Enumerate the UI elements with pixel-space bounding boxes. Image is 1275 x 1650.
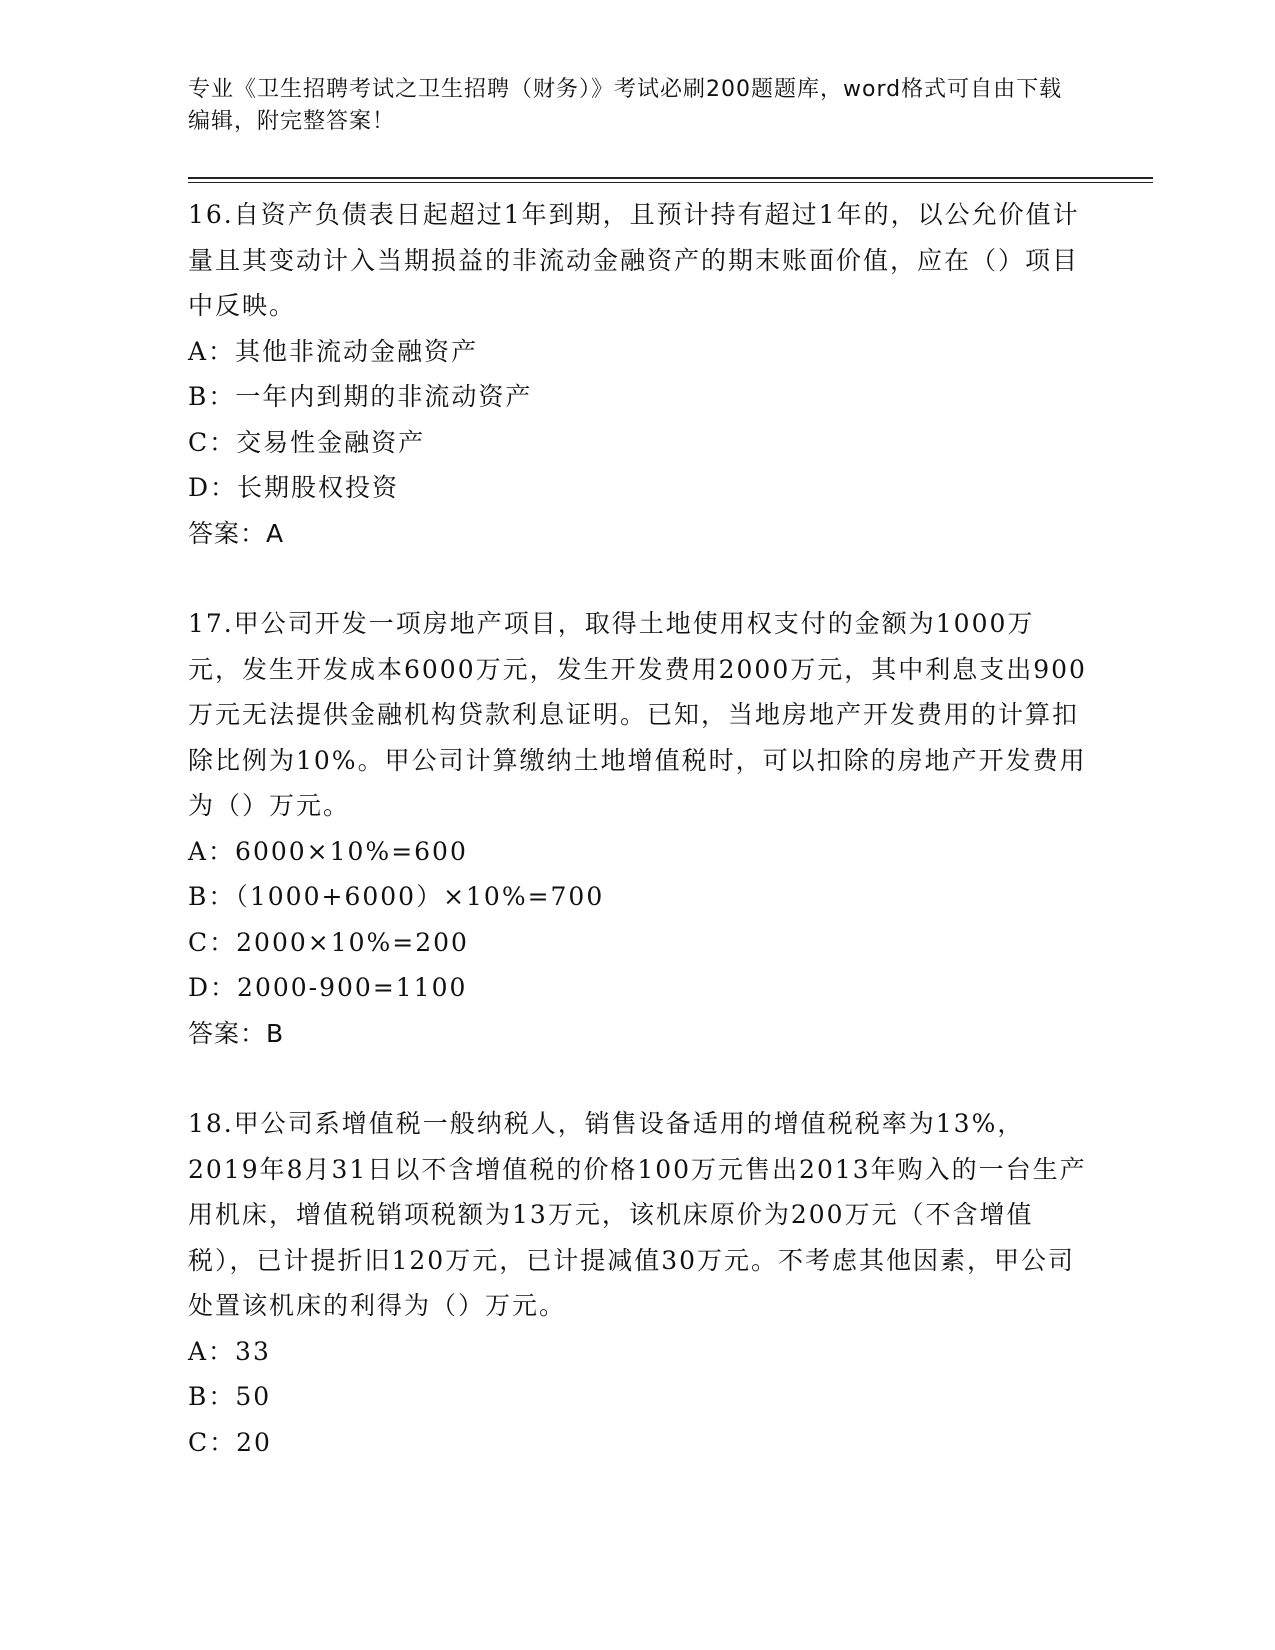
question-stem: 16.自资产负债表日起超过1年到期，且预计持有超过1年的，以公允价值计量且其变动计入当期损益的非流动金融资产的期末账面价值，应在（）项目中反映。 (188, 200, 1080, 320)
option-c: C：2000×10%=200 (188, 927, 469, 957)
option-c: C：20 (188, 1427, 272, 1457)
question-17 (188, 601, 1088, 1056)
option-b: B：一年内到期的非流动资产 (188, 382, 533, 411)
option-a: A：33 (188, 1336, 271, 1366)
document-header: 专业《卫生招聘考试之卫生招聘（财务）》考试必刷200题题库，word格式可自由下载编辑，附完整答案！ (188, 77, 1063, 134)
option-a: A：6000×10%=600 (188, 836, 468, 866)
question-list (188, 192, 1088, 1465)
spacer (188, 556, 1088, 601)
header-divider (188, 177, 1153, 179)
question-16 (188, 192, 1088, 556)
spacer (188, 1056, 1088, 1101)
header-divider-thin (188, 182, 1153, 183)
option-b: B：50 (188, 1382, 272, 1411)
answer-label: 答案：A (188, 518, 285, 548)
question-stem: 18.甲公司系增值税一般纳税人，销售设备适用的增值税税率为13%，2019年8月31日以不含增值税的价格100万元售出2013年购入的一台生产用机床，增值税销项税额为13万元，该机床原价为200万元（不含增值税），已计提折旧120万元，已计提减值30万元。不考虑其他因素，甲公司处置该机床的利得为（）万元。 (188, 1109, 1087, 1320)
option-d: D：长期股权投资 (188, 473, 400, 502)
option-d: D：2000-900=1100 (188, 973, 468, 1002)
question-18 (188, 1101, 1088, 1465)
answer-label: 答案：B (188, 1018, 285, 1048)
question-stem: 17.甲公司开发一项房地产项目，取得土地使用权支付的金额为1000万元，发生开发成本6000万元，发生开发费用2000万元，其中利息支出900万元无法提供金融机构贷款利息证明。已知，当地房地产开发费用的计算扣除比例为10%。甲公司计算缴纳土地增值税时，可以扣除的房地产开发费用为（）万元。 (188, 609, 1087, 820)
option-c: C：交易性金融资产 (188, 427, 426, 457)
option-a: A：其他非流动金融资产 (188, 336, 479, 366)
option-b: B：（1000+6000）×10%=700 (188, 882, 605, 911)
